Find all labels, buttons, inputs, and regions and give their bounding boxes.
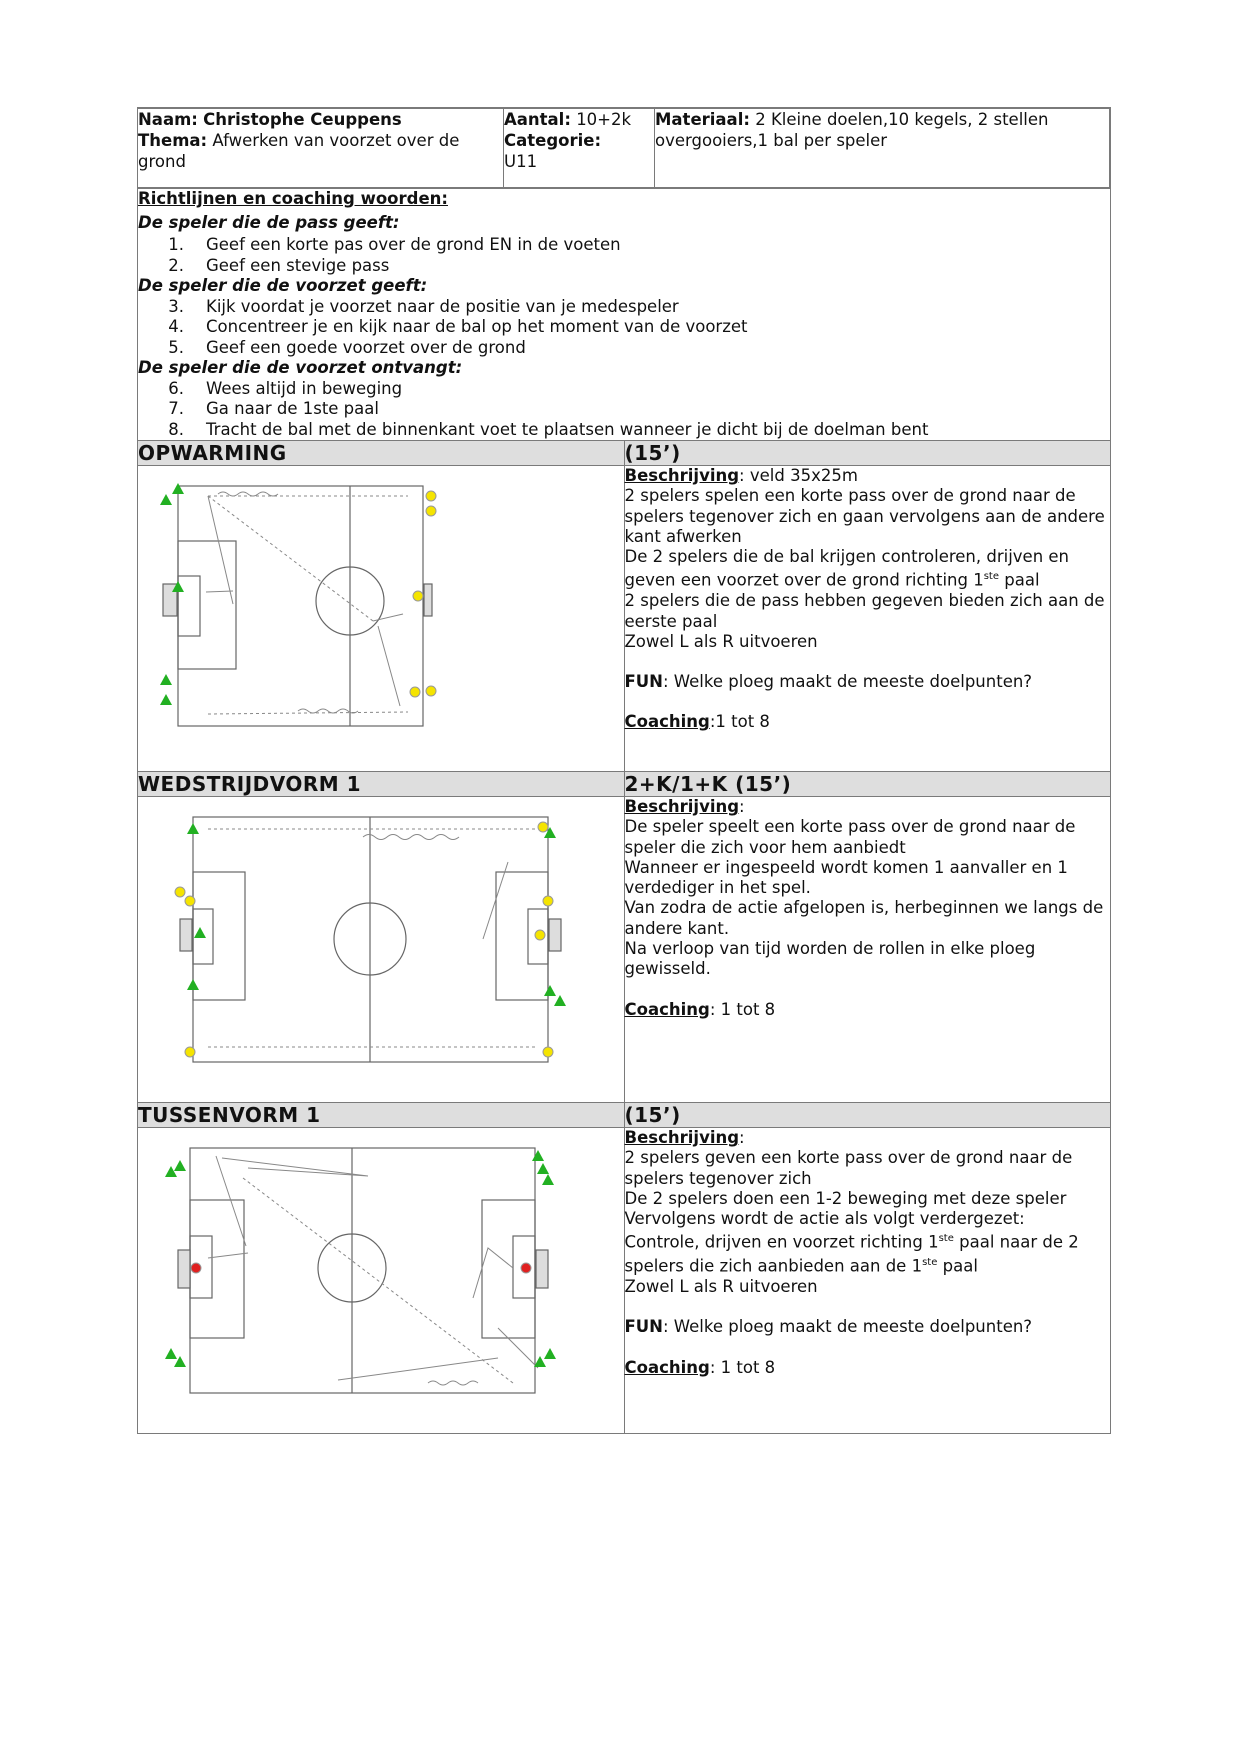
aantal-line <box>504 109 654 130</box>
naam-line <box>138 109 503 130</box>
section-description: Beschrijving: 2 spelers geven een korte pass over de grond naar de spelers tegenover zich De 2 spelers doen een 1-2 beweging met deze speler Vervolgens wordt de actie als volgt verdergezet: Controle, drijven en voorzet richting 1ste paal naar de 2 spelers die zich aanbieden aan de 1ste paal Zowel L als R uitvoeren FUN: Welke ploeg maakt de meeste doelpunten? Coaching: 1 tot 8 <box>624 1128 1111 1434</box>
description-line: De 2 spelers doen een 1-2 beweging met deze speler <box>624 1188 1067 1208</box>
green-cone-icon <box>165 1150 556 1367</box>
description-line: Na verloop van tijd worden de rollen in elke ploeg gewisseld. <box>624 939 1036 979</box>
description-line: 2 spelers geven een korte pass over de grond naar de spelers tegenover zich <box>624 1148 1073 1188</box>
pitch-diagram <box>138 797 608 1102</box>
goal-icon <box>549 919 561 951</box>
section-description: Beschrijving: De speler speelt een korte pass over de grond naar de speler die zich voor hem aanbiedt Wanneer er ingespeeld wordt komen 1 aanvaller en 1 verdediger in het spel. Van zodra de actie afgelopen is, herbeginnen we langs de andere kant. Na verloop van tijd worden de rollen in elke ploeg gewisseld. Coaching: 1 tot 8 <box>624 797 1111 1103</box>
section-duration: 2+K/1+K (15’) <box>624 772 1111 797</box>
materiaal-value: 2 Kleine doelen,10 kegels, 2 stellen overgooiers,1 bal per speler <box>655 110 1049 150</box>
materiaal-label: Materiaal: <box>655 110 750 129</box>
drill-diagram-tussenvorm <box>138 1128 625 1434</box>
section-title: OPWARMING <box>138 441 625 466</box>
coaching-label: Coaching <box>624 712 710 732</box>
fun-label: FUN <box>624 672 663 692</box>
description-line: 2 spelers die de pass hebben gegeven bieden zich aan de eerste paal <box>624 591 1105 631</box>
goal-icon <box>178 1250 190 1288</box>
beschrijving-label: Beschrijving <box>624 797 740 816</box>
drill-diagram-opwarming <box>138 466 625 772</box>
session-table <box>137 107 1111 1434</box>
section-description: Beschrijving: veld 35x25m 2 spelers spelen een korte pass over de grond naar de spelers tegenover zich en gaan vervolgens aan de andere kant afwerken De 2 spelers die de bal krijgen controleren, drijven en geven een voorzet over de grond richting 1ste paal 2 spelers die de pass hebben gegeven bieden zich aan de eerste paal Zowel L als R uitvoeren FUN: Welke ploeg maakt de meeste doelpunten? Coaching:1 tot 8 <box>624 466 1111 772</box>
description-line: Zowel L als R uitvoeren <box>624 1277 818 1297</box>
section-title: TUSSENVORM 1 <box>138 1103 625 1128</box>
green-cone-icon <box>187 823 566 1006</box>
description-line: Controle, drijven en voorzet richting 1ste paal naar de 2 spelers die zich aanbieden aan de 1ste paal <box>624 1232 1079 1276</box>
guideline-item: 3. Kijk voordat je voorzet naar de positie van je medespeler <box>168 296 679 316</box>
guideline-subtitle: De speler die de pass geeft: <box>138 212 400 232</box>
description-line: Van zodra de actie afgelopen is, herbeginnen we langs de andere kant. <box>624 898 1104 938</box>
section-duration: (15’) <box>624 441 1111 466</box>
guideline-item: 2. Geef een stevige pass <box>168 255 390 275</box>
description-line: Zowel L als R uitvoeren <box>624 631 818 651</box>
guideline-item: 6. Wees altijd in beweging <box>168 378 403 398</box>
description-line: 2 spelers spelen een korte pass over de grond naar de spelers tegenover zich en gaan vervolgens aan de andere kant afwerken <box>624 486 1105 546</box>
coaching-label: Coaching <box>624 999 710 1019</box>
pitch-diagram <box>138 1128 608 1433</box>
drill-diagram-wedstrijdvorm <box>138 797 625 1103</box>
thema-line <box>138 130 503 172</box>
section-duration: (15’) <box>624 1103 1111 1128</box>
description-line: De 2 spelers die de bal krijgen controleren, drijven en geven een voorzet over de grond richting 1ste paal <box>624 547 1070 590</box>
section-title: WEDSTRIJDVORM 1 <box>138 772 625 797</box>
goal-icon <box>180 919 192 951</box>
session-sheet <box>137 107 1111 1434</box>
description-line: Wanneer er ingespeeld wordt komen 1 aanvaller en 1 verdediger in het spel. <box>624 857 1068 898</box>
guidelines-title: Richtlijnen en coaching woorden: <box>138 189 448 208</box>
guideline-item: 1. Geef een korte pas over de grond EN in de voeten <box>168 235 621 254</box>
goal-icon <box>536 1250 548 1288</box>
guideline-item: 7. Ga naar de 1ste paal <box>168 399 379 418</box>
aantal-value: 10+2k <box>576 110 632 129</box>
guideline-subtitle: De speler die de voorzet geeft: <box>138 276 428 295</box>
categorie-value: U11 <box>504 152 538 171</box>
beschrijving-label: Beschrijving <box>624 466 740 485</box>
guidelines-block <box>138 189 1111 441</box>
header-row <box>138 108 1111 189</box>
categorie-label: Categorie: <box>504 131 602 150</box>
coaching-label: Coaching <box>624 1357 710 1377</box>
fun-label: FUN <box>624 1317 663 1337</box>
guideline-subtitle: De speler die de voorzet ontvangt: <box>138 358 463 377</box>
naam-value: Christophe Ceuppens <box>203 110 402 129</box>
thema-value: Afwerken van voorzet over de grond <box>138 131 460 171</box>
beschrijving-label: Beschrijving <box>624 1128 740 1147</box>
guideline-item: 4. Concentreer je en kijk naar de bal op het moment van de voorzet <box>168 317 748 336</box>
thema-label: Thema: <box>138 131 208 150</box>
description-line: Vervolgens wordt de actie als volgt verdergezet: <box>624 1209 1025 1229</box>
guideline-item: 8. Tracht de bal met de binnenkant voet te plaatsen wanneer je dicht bij de doelman bent <box>168 419 929 439</box>
aantal-label: Aantal: <box>504 110 571 129</box>
pitch-diagram <box>138 466 608 771</box>
description-line: De speler speelt een korte pass over de grond naar de speler die zich voor hem aanbiedt <box>624 817 1076 857</box>
red-ball-icon <box>191 1263 531 1273</box>
naam-label: Naam: <box>138 110 198 129</box>
guideline-item: 5. Geef een goede voorzet over de grond <box>168 337 526 357</box>
